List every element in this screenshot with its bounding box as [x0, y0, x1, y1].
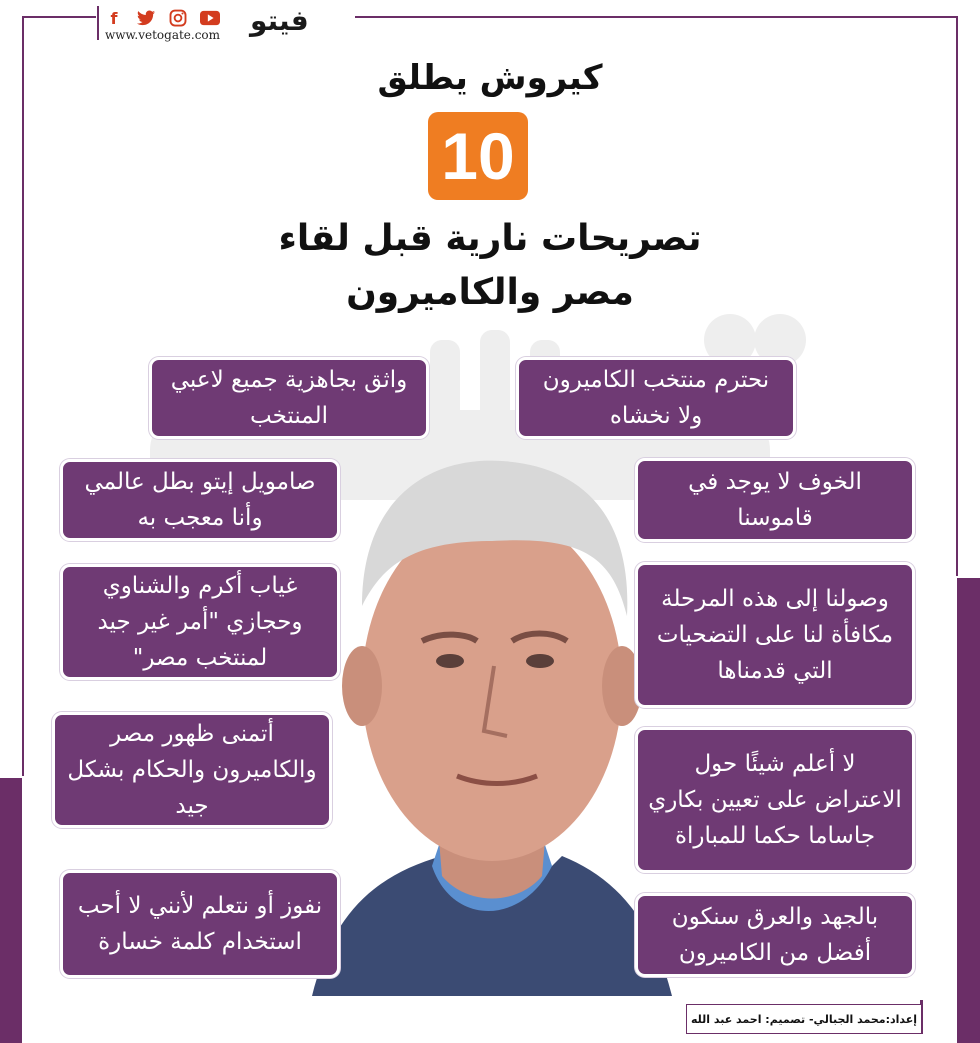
decorative-band-right: [957, 578, 980, 1043]
frame-line: [22, 16, 24, 776]
frame-line: [22, 16, 96, 18]
quote-card-left-3: غياب أكرم والشناوي وحجازي "أمر غير جيد لمنتخب مصر": [60, 564, 340, 680]
logo: فيتو: [250, 4, 309, 37]
quote-card-right-1: نحترم منتخب الكاميرون ولا نخشاه: [516, 357, 796, 439]
twitter-icon[interactable]: [136, 8, 156, 28]
quote-card-left-2: صامويل إيتو بطل عالمي وأنا معجب به: [60, 459, 340, 541]
website-url[interactable]: www.vetogate.com: [105, 28, 221, 42]
frame-divider: [97, 6, 99, 40]
headline-line-1: كيروش يطلق: [377, 58, 603, 98]
quote-card-right-2: الخوف لا يوجد في قاموسنا: [635, 458, 915, 542]
quote-card-right-4: لا أعلم شيئًا حول الاعتراض على تعيين بكاري جاساما حكما للمباراة: [635, 727, 915, 873]
youtube-icon[interactable]: [200, 8, 220, 28]
headline-line-2: تصريحات نارية قبل لقاء: [278, 218, 702, 259]
headline-line-3: مصر والكاميرون: [346, 272, 634, 313]
quote-card-left-4: أتمنى ظهور مصر والكاميرون والحكام بشكل جيد: [52, 712, 332, 828]
instagram-icon[interactable]: [168, 8, 188, 28]
decorative-band-left: [0, 778, 22, 1043]
frame-line: [355, 16, 958, 18]
headline-number-badge: 10: [428, 112, 528, 200]
quote-card-left-5: نفوز أو نتعلم لأنني لا أحب استخدام كلمة خسارة: [60, 870, 340, 978]
quote-card-left-1: واثق بجاهزية جميع لاعبي المنتخب: [149, 357, 429, 439]
facebook-icon[interactable]: f: [110, 8, 118, 28]
quote-card-right-3: وصولنا إلى هذه المرحلة مكافأة لنا على التضحيات التي قدمناها: [635, 562, 915, 708]
social-icons: [104, 8, 220, 28]
quote-card-right-5: بالجهد والعرق سنكون أفضل من الكاميرون: [635, 893, 915, 977]
coach-portrait: [312, 456, 672, 1016]
credit-label: إعداد:محمد الجبالي- تصميم: احمد عبد الله: [686, 1004, 922, 1034]
